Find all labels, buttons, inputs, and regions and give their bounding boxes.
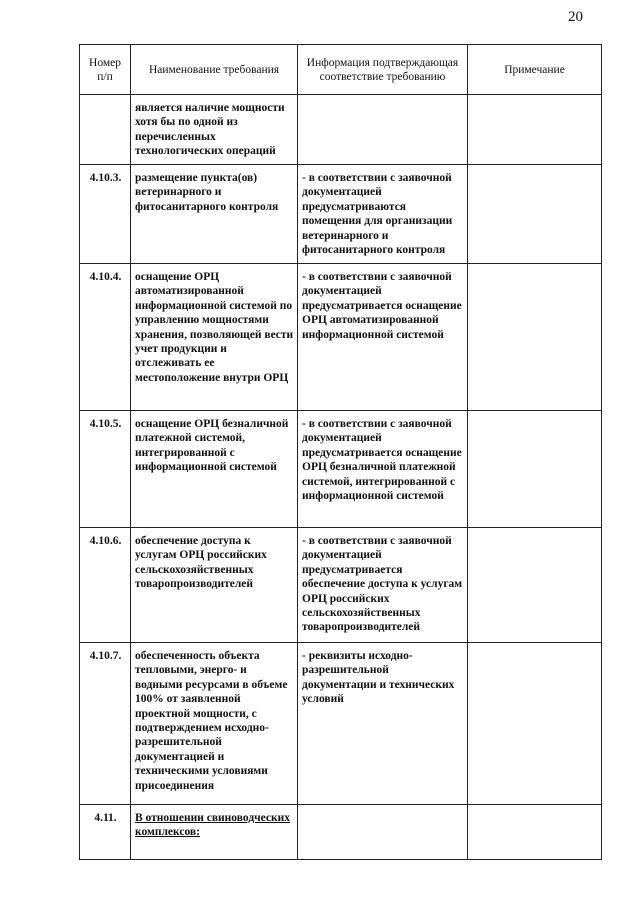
row-note bbox=[468, 643, 602, 805]
row-note bbox=[468, 264, 602, 411]
row-name: размещение пункта(ов) ветеринарного и фитосанитарного контроля bbox=[131, 165, 298, 264]
table-row bbox=[80, 411, 602, 528]
row-note bbox=[468, 528, 602, 643]
row-name: обеспеченность объекта тепловыми, энерго- и водными ресурсами в объеме 100% от заявленной проектной мощности, с подтверждением исходно-разрешительной документацией и техническими условиями присоединения bbox=[131, 643, 298, 805]
header-info: Информация подтверждающая соответствие требованию bbox=[298, 45, 468, 95]
row-note bbox=[468, 805, 602, 860]
table-row bbox=[80, 528, 602, 643]
header-note: Примечание bbox=[468, 45, 602, 95]
row-info: - реквизиты исходно-разрешительной документации и технических условий bbox=[298, 643, 468, 805]
row-note bbox=[468, 95, 602, 165]
row-info bbox=[298, 95, 468, 165]
row-info: - в соответствии с заявочной документацией предусматривается обеспечение доступа к услугам ОРЦ российских сельскохозяйственных товаропроизводителей bbox=[298, 528, 468, 643]
row-number: 4.10.5. bbox=[80, 411, 131, 528]
table-row bbox=[80, 643, 602, 805]
table-row bbox=[80, 95, 602, 165]
row-info: - в соответствии с заявочной документацией предусматриваются помещения для организации ветеринарного и фитосанитарного контроля bbox=[298, 165, 468, 264]
table-row bbox=[80, 805, 602, 860]
row-info: - в соответствии с заявочной документацией предусматривается оснащение ОРЦ автоматизированной информационной системой bbox=[298, 264, 468, 411]
table-row bbox=[80, 165, 602, 264]
table-header-row bbox=[80, 45, 602, 95]
header-number: Номер п/п bbox=[80, 45, 131, 95]
row-name: является наличие мощности хотя бы по одной из перечисленных технологических операций bbox=[131, 95, 298, 165]
row-name: оснащение ОРЦ безналичной платежной системой, интегрированной с информационной системой bbox=[131, 411, 298, 528]
row-number: 4.10.3. bbox=[80, 165, 131, 264]
table-row bbox=[80, 264, 602, 411]
row-name-section-heading bbox=[131, 805, 298, 860]
page-number: 20 bbox=[568, 9, 583, 25]
section-heading: В отношении свиноводческих комплексов: bbox=[135, 812, 290, 839]
row-info: - в соответствии с заявочной документацией предусматривается оснащение ОРЦ безналичной платежной системой, интегрированной с информационной системой bbox=[298, 411, 468, 528]
requirements-table bbox=[79, 44, 602, 860]
row-note bbox=[468, 165, 602, 264]
row-number: 4.10.7. bbox=[80, 643, 131, 805]
row-number: 4.11. bbox=[80, 805, 131, 860]
row-note bbox=[468, 411, 602, 528]
row-number bbox=[80, 95, 131, 165]
header-name: Наименование требования bbox=[131, 45, 298, 95]
row-info bbox=[298, 805, 468, 860]
row-name: оснащение ОРЦ автоматизированной информационной системой по управлению мощностями хранения, позволяющей вести учет продукции и отслеживать ее местоположение внутри ОРЦ bbox=[131, 264, 298, 411]
row-number: 4.10.4. bbox=[80, 264, 131, 411]
row-number: 4.10.6. bbox=[80, 528, 131, 643]
row-name: обеспечение доступа к услугам ОРЦ российских сельскохозяйственных товаропроизводителей bbox=[131, 528, 298, 643]
